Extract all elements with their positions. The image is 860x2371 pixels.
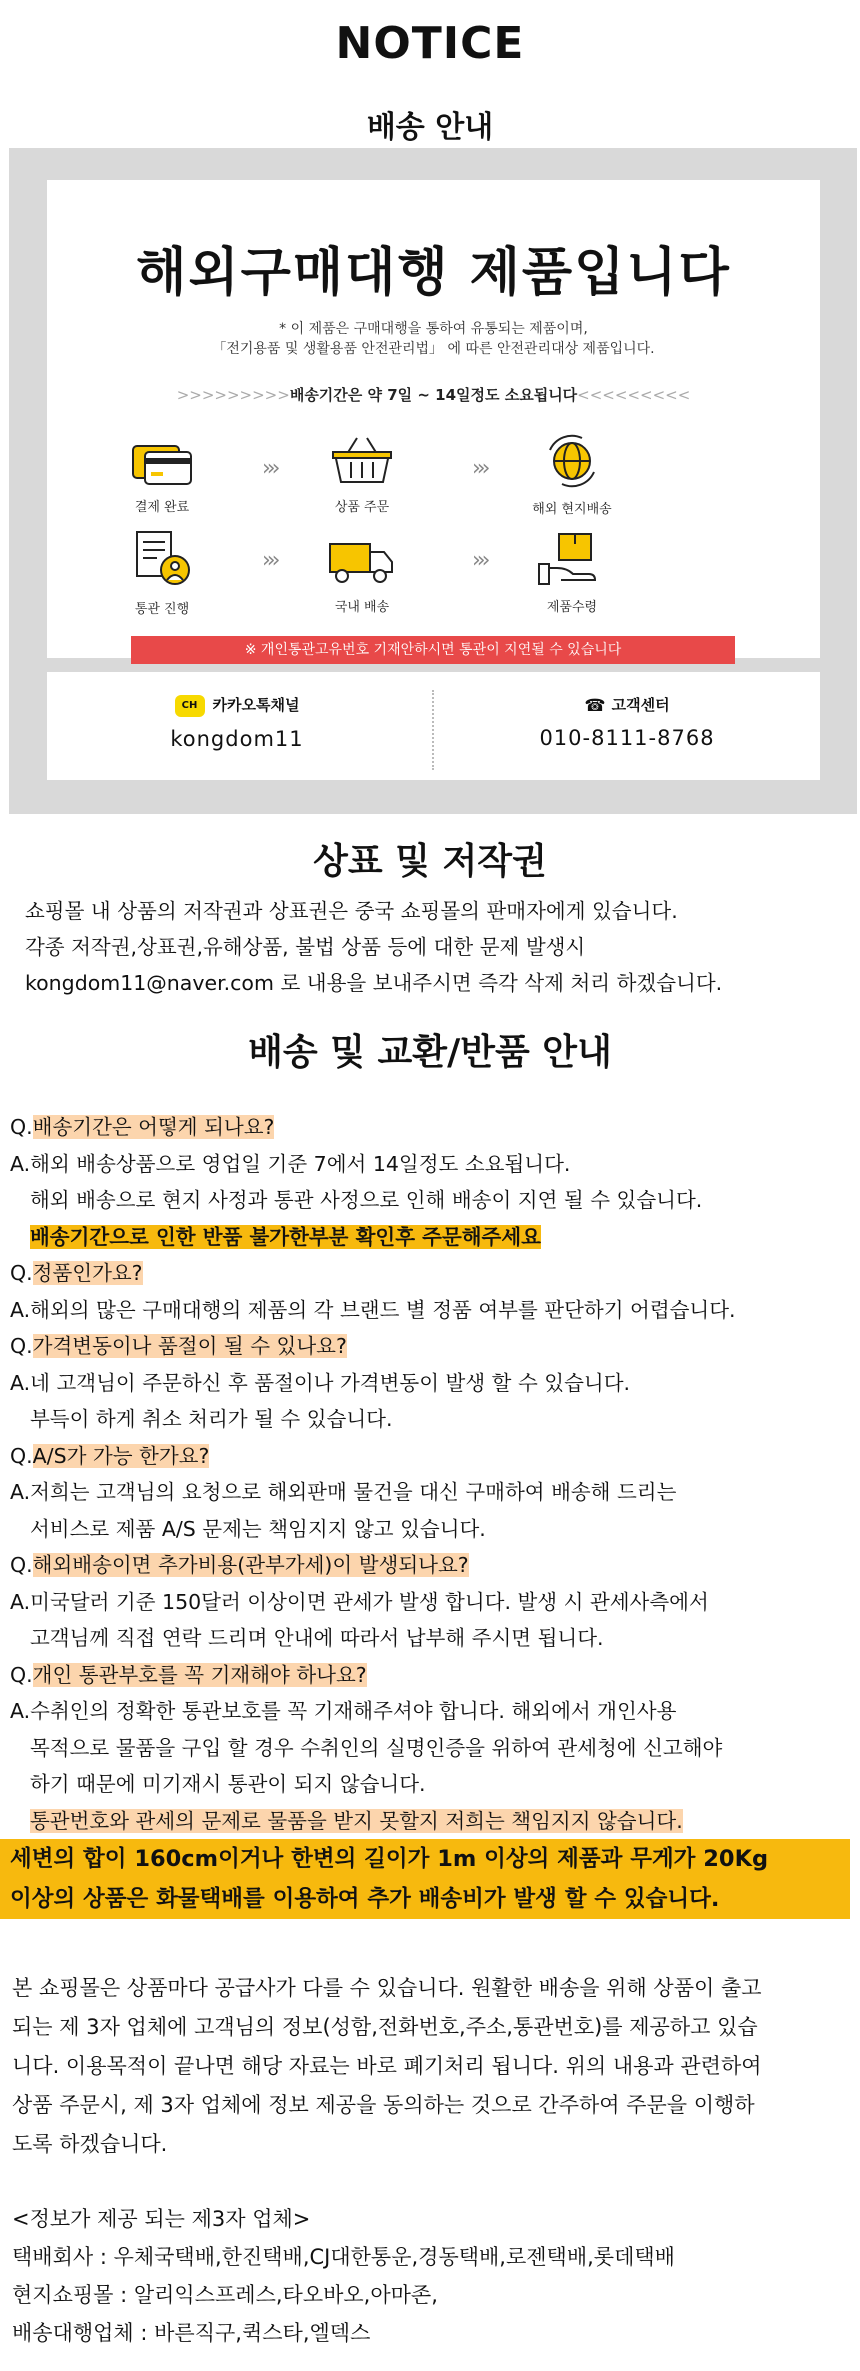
step-label: 상품 주문 [334,500,390,515]
box-hand-icon [537,530,607,588]
third-party-list-title: <정보가 제공 되는 제3자 업체> [12,2207,311,2231]
oversize-notice [0,1839,850,1919]
contact-divider [432,690,434,770]
customer-center-head [477,694,777,716]
arrows-left: >>>>>>>>> [176,386,290,404]
step-label: 제품수령 [546,600,598,615]
oversize-notice-line: 세변의 합이 160cm이거나 한변의 길이가 1m 이상의 제품과 무게가 20Kg [10,1846,769,1872]
trademark-line: kongdom11@naver.com 로 내용을 보내주시면 즉각 삭제 처리 하겠습니다. [25,971,723,995]
notice-title: NOTICE [335,18,525,69]
third-party-item: 배송대행업체 : 바른직구,퀵스타,엘덱스 [12,2321,371,2345]
faq-answer [10,1803,855,1840]
faq-question-text: A/S가 가능 한가요? [32,1443,210,1468]
delivery-period-line [47,384,820,405]
basket-icon [329,434,395,488]
step-label: 결제 완료 [134,500,190,515]
faq-answer: 서비스로 제품 A/S 문제는 책임지지 않고 있습니다. [30,1516,486,1541]
kakao-channel-head [87,694,387,717]
banner-panel [47,180,820,658]
trademark-line: 쇼핑몰 내 상품의 저작권과 상표권은 중국 쇼핑몰의 판매자에게 있습니다. [25,899,678,923]
step-label: 국내 배송 [334,600,390,615]
faq-section [10,1109,855,1919]
faq-question-text: 정품인가요? [32,1261,143,1285]
trademark-title: 상표 및 저작권 [313,841,547,882]
privacy-line: 도록 하겠습니다. [12,2132,168,2156]
banner-headline: 해외구매대행 제품입니다 [136,243,731,303]
kakao-channel[interactable] [87,694,387,751]
third-party-list [12,2200,857,2352]
faq-answer: 고객님께 직접 연락 드리며 안내에 따라서 납부해 주시면 됩니다. [30,1626,604,1650]
customs-icon [129,528,195,590]
phone-icon: ☎ [584,695,606,716]
chevron-right-icon: ››› [262,456,277,481]
customs-warning-bar: ※ 개인통관고유번호 기재안하시면 통관이 지연될 수 있습니다 [131,636,735,664]
contact-panel [47,672,820,780]
privacy-line: 니다. 이용목적이 끝나면 해당 자료는 바로 폐기처리 됩니다. 위의 내용과 관련하여 [12,2054,762,2078]
step-receive [497,530,647,615]
faq-question: Q.가격변동이나 품절이 될 수 있나요? [10,1334,347,1358]
banner-note-2: 「전기용품 및 생활용품 안전관리법」 에 따른 안전관리대상 제품입니다. [212,341,655,357]
third-party-item: 택배회사 : 우체국택배,한진택배,CJ대한통운,경동택배,로젠택배,롯데택배 [12,2245,675,2269]
shipping-banner [9,148,857,814]
chevron-right-icon: ››› [472,456,487,481]
privacy-paragraph [12,1969,857,2164]
step-payment [87,438,237,515]
privacy-line: 되는 제 3자 업체에 고객님의 정보(성함,전화번호,주소,통관번호)를 제공하고 있습 [12,2015,758,2039]
customer-center-label: 고객센터 [611,696,670,714]
third-party-item: 현지쇼핑몰 : 알리익스프레스,타오바오,아마존, [12,2283,438,2307]
faq-answer: A.해외 배송상품으로 영업일 기준 7에서 14일정도 소요됩니다. [10,1151,571,1176]
faq-answer: 부득이 하게 취소 처리가 될 수 있습니다. [30,1407,393,1431]
faq-question: Q.해외배송이면 추가비용(관부가세)이 발생되나요? [10,1553,469,1577]
faq-answer: 해외 배송으로 현지 사정과 통관 사정으로 인해 배송이 지연 될 수 있습니다. [30,1188,703,1212]
oversize-notice-line: 이상의 상품은 화물택배를 이용하여 추가 배송비가 발생 할 수 있습니다. [10,1886,720,1912]
faq-question-text: 가격변동이나 품절이 될 수 있나요? [32,1334,347,1358]
step-label: 통관 진행 [134,602,190,617]
exchange-title: 배송 및 교환/반품 안내 [248,1032,612,1073]
shipping-subtitle: 배송 안내 [366,110,494,145]
globe-icon [542,432,602,490]
delivery-period-text: 배송기간은 약 7일 ~ 14일정도 소요됩니다 [289,386,578,404]
faq-answer: A.해외의 많은 구매대행의 제품의 각 브랜드 별 정품 여부를 판단하기 어렵습니다. [10,1297,736,1322]
faq-question: Q.개인 통관부호를 꼭 기재해야 하나요? [10,1662,367,1687]
step-label: 해외 현지배송 [532,502,612,517]
truck-icon [326,534,398,588]
trademark-text [25,893,845,1001]
kakao-channel-label: 카카오톡채널 [212,696,300,714]
privacy-line: 본 쇼핑몰은 상품마다 공급사가 다를 수 있습니다. 원활한 배송을 위해 상품이 출고 [12,1976,762,2000]
privacy-line: 상품 주문시, 제 3자 업체에 정보 제공을 동의하는 것으로 간주하여 주문을 이행하 [12,2093,755,2117]
card-icon [129,438,195,488]
step-order [287,434,437,515]
return-warning-highlight: 배송기간으로 인한 반품 불가한부분 확인후 주문해주세요 [30,1224,541,1249]
faq-question: Q.정품인가요? [10,1261,143,1285]
step-domestic-delivery [287,534,437,615]
banner-note-1: * 이 제품은 구매대행을 통하여 유통되는 제품이며, [279,321,588,337]
faq-question: Q.배송기간은 어떻게 되나요? [10,1115,275,1139]
chevron-right-icon: ››› [472,548,487,573]
trademark-line: 각종 저작권,상표권,유해상품, 불법 상품 등에 대한 문제 발생시 [25,935,586,959]
arrows-right: <<<<<<<<< [577,386,691,404]
faq-answer: A.미국달러 기준 150달러 이상이면 관세가 발생 합니다. 발생 시 관세사측에서 [10,1589,709,1614]
faq-answer: 목적으로 물품을 구입 할 경우 수취인의 실명인증을 위하여 관세청에 신고해야 [30,1735,723,1760]
faq-answer: A.네 고객님이 주문하신 후 품절이나 가격변동이 발생 할 수 있습니다. [10,1370,631,1395]
customer-center[interactable] [477,694,777,750]
faq-answer: A.수취인의 정확한 통관보호를 꼭 기재해주셔야 합니다. 해외에서 개인사용 [10,1699,677,1723]
chevron-right-icon: ››› [262,548,277,573]
faq-answer-emphasis [10,1219,855,1256]
customs-responsibility-highlight: 통관번호와 관세의 문제로 물품을 받지 못할지 저희는 책임지지 않습니다. [30,1808,683,1833]
step-customs [87,528,237,617]
step-overseas-shipping [497,432,647,517]
kakao-icon: CH [175,695,205,717]
faq-answer: A.저희는 고객님의 요청으로 해외판매 물건을 대신 구매하여 배송해 드리는 [10,1480,677,1504]
customer-center-phone: 010-8111-8768 [539,725,715,750]
faq-question: Q.A/S가 가능 한가요? [10,1443,210,1468]
faq-question-text: 개인 통관부호를 꼭 기재해야 하나요? [32,1662,367,1687]
faq-question-text: 해외배송이면 추가비용(관부가세)이 발생되나요? [32,1553,469,1577]
kakao-channel-id: kongdom11 [170,726,304,751]
faq-question-text: 배송기간은 어떻게 되나요? [32,1115,275,1139]
faq-answer: 하기 때문에 미기재시 통관이 되지 않습니다. [30,1772,426,1796]
